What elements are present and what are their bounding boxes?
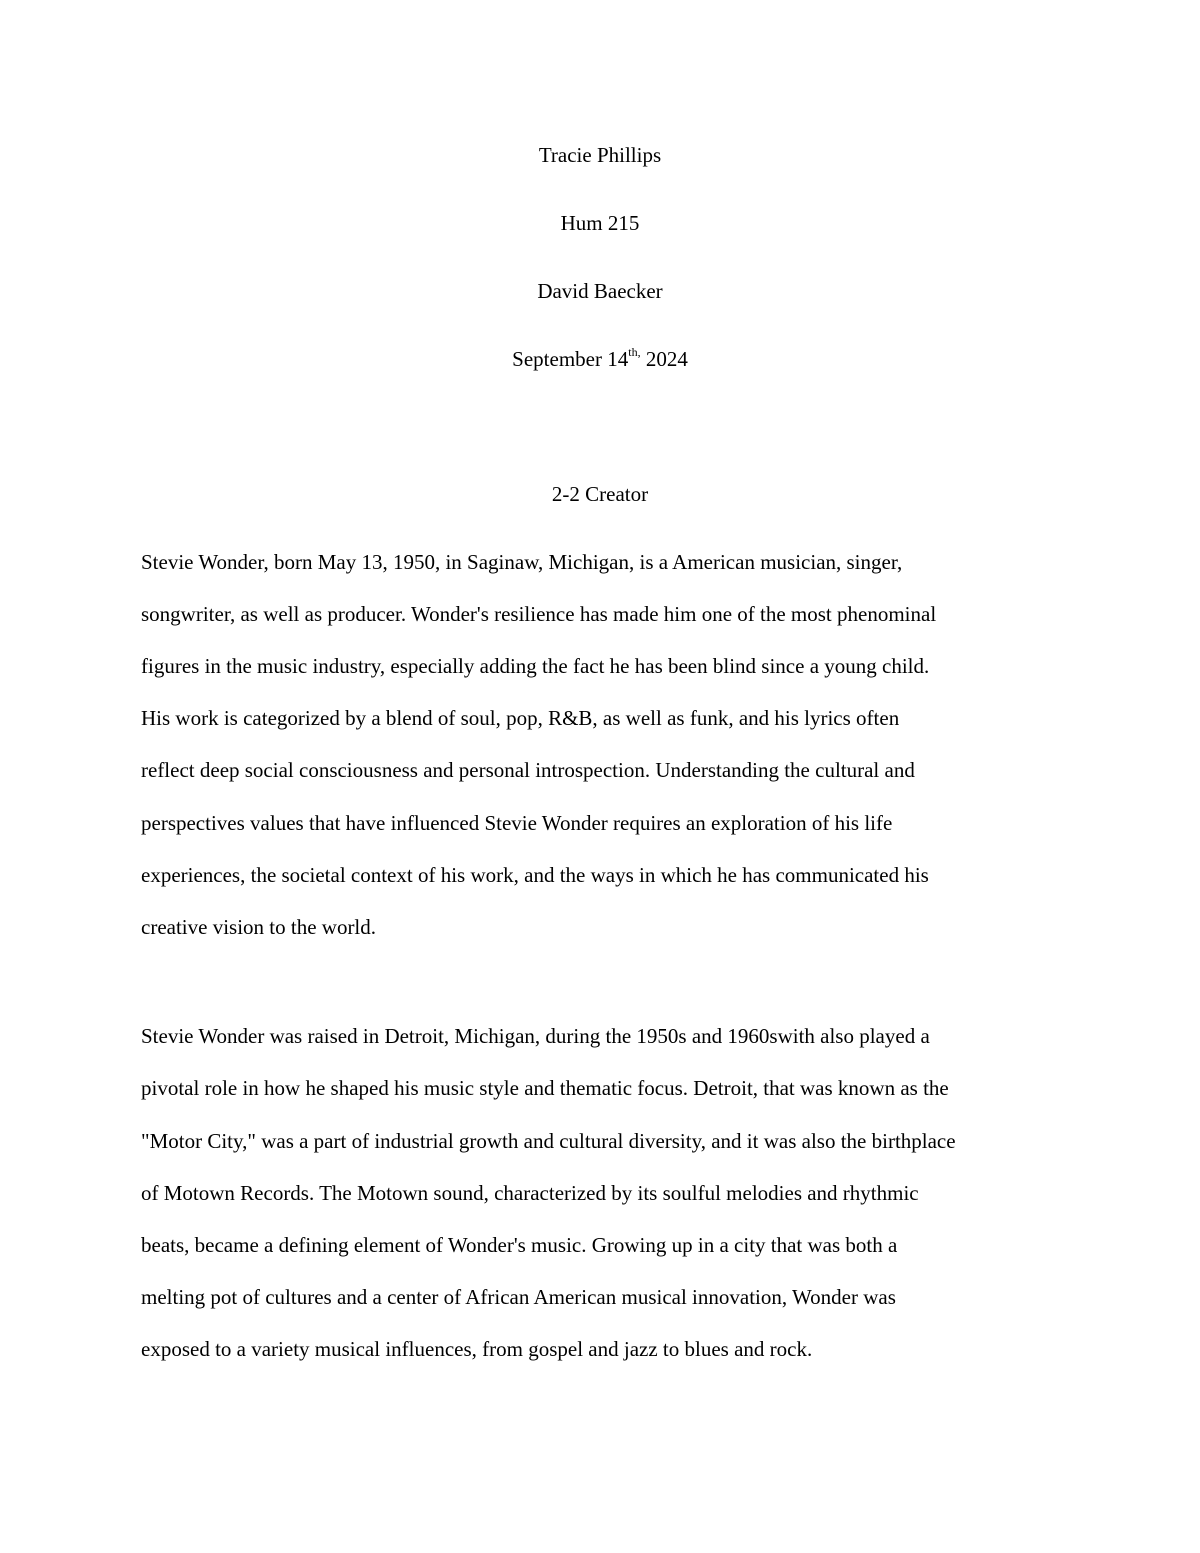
paragraph-line: Stevie Wonder, born May 13, 1950, in Saginaw, Michigan, is a American musician, singer, [141,550,903,574]
paragraph-line: experiences, the societal context of his work, and the ways in which he has communicated his [141,863,929,887]
author-name: Tracie Phillips [538,143,662,167]
paragraph-line: perspectives values that have influenced Stevie Wonder requires an exploration of his life [141,811,893,835]
date-prefix: September 14 [512,347,629,371]
paragraph-line: reflect deep social consciousness and personal introspection. Understanding the cultural and [141,758,915,782]
date-suffix: 2024 [640,347,688,371]
paragraph-line: exposed to a variety musical influences, from gospel and jazz to blues and rock. [141,1337,813,1361]
paragraph-line: figures in the music industry, especially adding the fact he has been blind since a young child. [141,654,930,678]
paragraph-line: "Motor City," was a part of industrial growth and cultural diversity, and it was also the birthplace [141,1129,956,1153]
document-title: 2-2 Creator [551,482,649,506]
course-name: Hum 215 [560,211,640,235]
paragraph-line: His work is categorized by a blend of soul, pop, R&B, as well as funk, and his lyrics often [141,706,900,730]
paragraph-line: songwriter, as well as producer. Wonder's resilience has made him one of the most phenominal [141,602,937,626]
date-superscript: th, [628,345,641,359]
paragraph-line: creative vision to the world. [141,915,377,939]
instructor-name: David Baecker [537,279,663,303]
paragraph-line: pivotal role in how he shaped his music style and thematic focus. Detroit, that was known as the [141,1076,949,1100]
paragraph-line: beats, became a defining element of Wonder's music. Growing up in a city that was both a [141,1233,898,1257]
paragraph-line: melting pot of cultures and a center of African American musical innovation, Wonder was [141,1285,896,1309]
paragraph-line: Stevie Wonder was raised in Detroit, Michigan, during the 1950s and 1960swith also played a [141,1024,930,1048]
paragraph-line: of Motown Records. The Motown sound, characterized by its soulful melodies and rhythmic [141,1181,919,1205]
submission-date [0,346,1200,372]
